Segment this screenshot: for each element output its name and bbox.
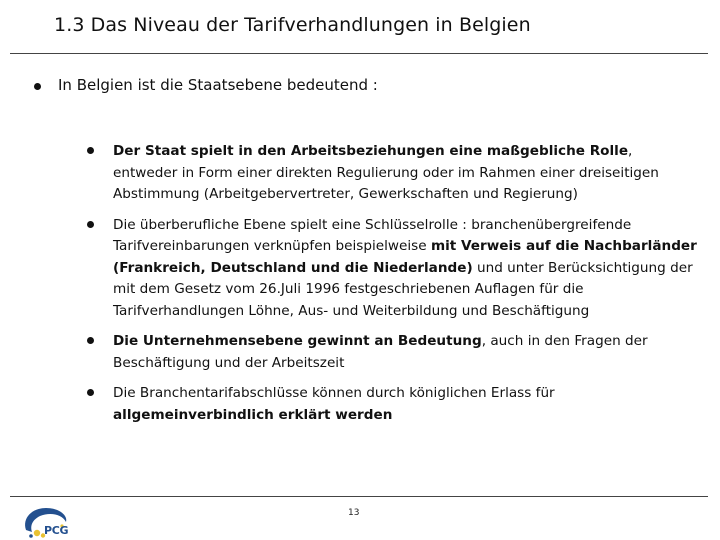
bullet-icon bbox=[87, 389, 94, 396]
item-text: , entweder in Form einer direkten Regulierung oder im Rahmen einer dreiseitigen Abstimmung (Arbeitgebervertreter, Gewerkschaften und Regierung) bbox=[113, 143, 659, 202]
lead-text: In Belgien ist die Staatsebene bedeutend : bbox=[58, 76, 378, 94]
slide-title: 1.3 Das Niveau der Tarifverhandlungen in Belgien bbox=[54, 14, 531, 36]
emphasized-text: allgemeinverbindlich erklärt werden bbox=[113, 406, 393, 423]
list-item bbox=[87, 383, 697, 426]
list-item bbox=[87, 331, 697, 374]
bullet-icon bbox=[87, 221, 94, 228]
title-divider bbox=[10, 53, 708, 54]
bullet-icon bbox=[87, 147, 94, 154]
emphasized-text: mit Verweis auf die Nachbarländer (Frankreich, Deutschland und die Niederlande) bbox=[113, 238, 697, 276]
list-item bbox=[87, 141, 697, 206]
item-text: Die Branchentarifabschlüsse können durch königlichen Erlass für bbox=[113, 385, 555, 401]
bullet-icon bbox=[87, 337, 94, 344]
item-text: , auch in den Fragen der Beschäftigung und der Arbeitszeit bbox=[113, 333, 648, 371]
emphasized-text: Der Staat spielt in den Arbeitsbeziehungen eine maßgebliche Rolle bbox=[113, 143, 629, 159]
bullet-list bbox=[87, 141, 697, 435]
page-number: 13 bbox=[348, 508, 360, 518]
footer-divider bbox=[10, 496, 708, 497]
list-item bbox=[87, 215, 697, 323]
bullet-icon bbox=[34, 83, 41, 90]
logo-text: PCG bbox=[44, 524, 69, 537]
item-text: Die überberufliche Ebene spielt eine Schlüsselrolle : branchenübergreifende Tarifvereinbarungen verknüpfen beispielweise bbox=[113, 216, 632, 254]
item-text: und unter Berücksichtigung der mit dem Gesetz vom 26.Juli 1996 festgeschriebenen Auflagen für die Tarifverhandlungen Löhne, Aus- und Weiterbildung und Beschäftigung bbox=[113, 259, 693, 319]
emphasized-text: Die Unternehmensebene gewinnt an Bedeutung bbox=[113, 333, 482, 349]
